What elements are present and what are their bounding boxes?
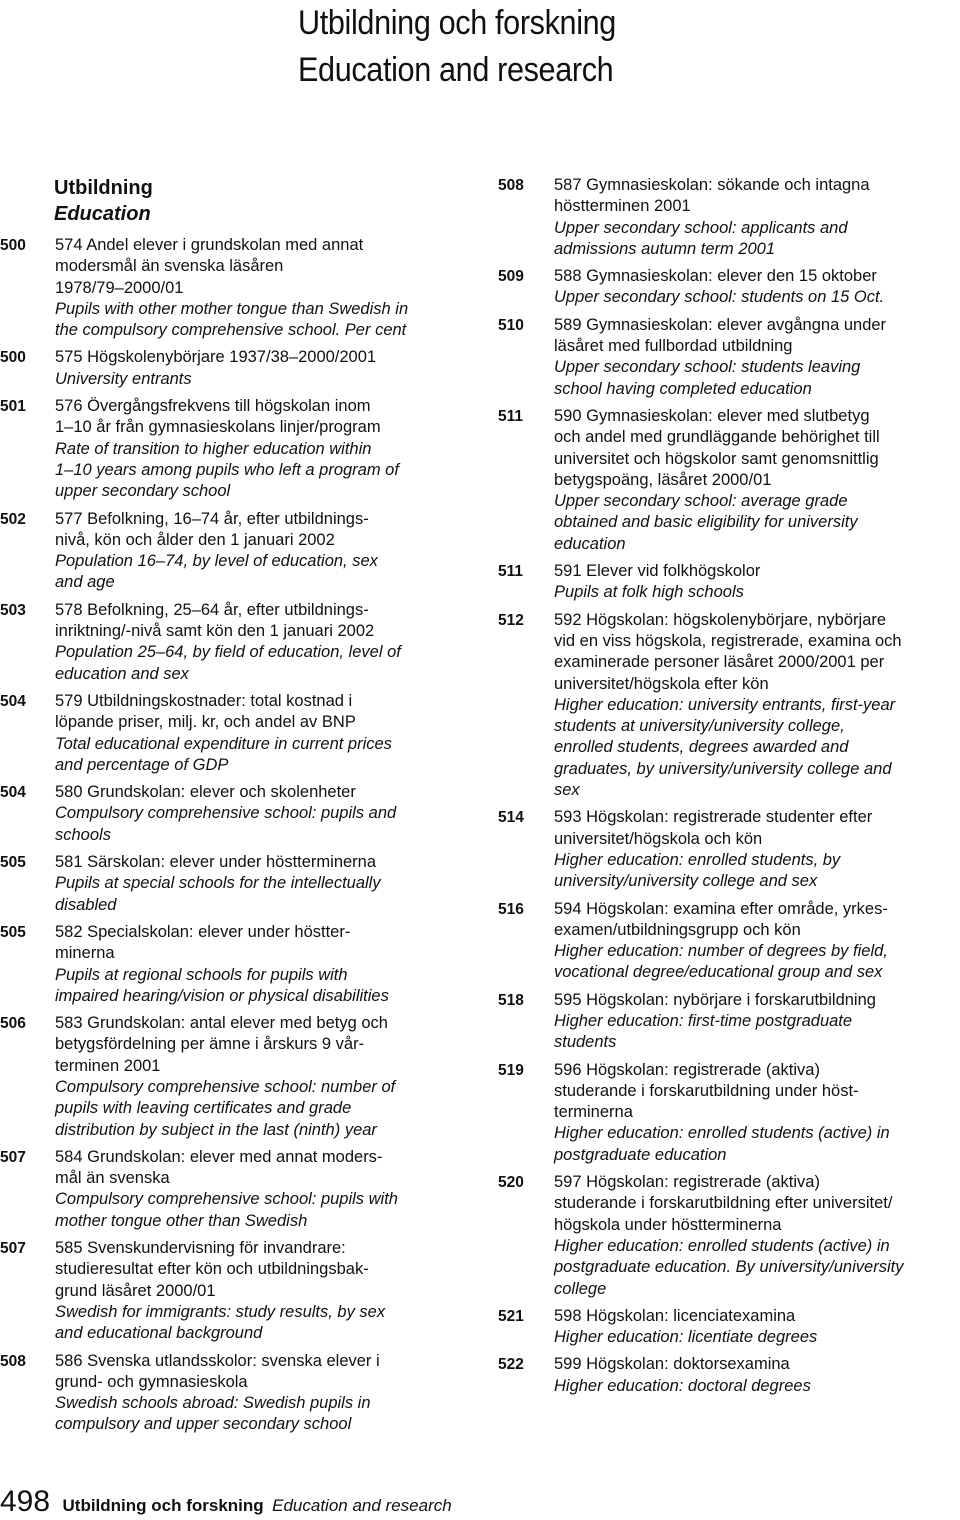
right-entry-list [498, 175, 960, 1397]
toc-entry [0, 509, 470, 594]
entry-title-en: Compulsory comprehensive school: pupils and schools [55, 804, 397, 844]
entry-title-en: Swedish for immigrants: study results, by sex and educational background [55, 1302, 386, 1343]
entry-title-sv: 579 Utbildningskostnader: total kostnad i löpande priser, milj. kr, och andel av BNP [55, 691, 356, 732]
entry-page-number: 522 [498, 1356, 524, 1374]
toc-entry [0, 347, 470, 390]
entry-page-number: 520 [498, 1174, 524, 1192]
entry-page-number: 505 [0, 923, 26, 941]
toc-entry [0, 1147, 470, 1232]
toc-entry [498, 175, 960, 260]
entry-title-en: Compulsory comprehensive school: pupils with mother tongue other than Swedish [55, 1190, 398, 1230]
entry-page-number: 505 [0, 854, 26, 872]
entry-title-sv: 586 Svenska utlandsskolor: svenska elever i grund- och gymnasieskola [55, 1351, 380, 1391]
entry-page-number: 507 [0, 1148, 26, 1166]
page-header [298, 0, 651, 94]
entry-title-en: Population 16–74, by level of education, sex and age [55, 552, 378, 592]
entry-title-en: Upper secondary school: applicants and admissions autumn term 2001 [554, 218, 848, 258]
entry-title-en: Total educational expenditure in current prices and percentage of GDP [55, 734, 392, 774]
entry-title-sv: 577 Befolkning, 16–74 år, efter utbildnings- nivå, kön och ålder den 1 januari 2002 [55, 509, 369, 549]
page-number: 498 [0, 1485, 51, 1518]
entry-title-en: Compulsory comprehensive school: number of pupils with leaving certificates and grade distribution by subject in the last (ninth) year [55, 1077, 396, 1139]
toc-entry [0, 852, 470, 916]
entry-title-en: Swedish schools abroad: Swedish pupils in compulsory and upper secondary school [55, 1394, 371, 1434]
entry-title-en: Pupils at special schools for the intellectually disabled [55, 874, 381, 914]
entry-page-number: 510 [498, 316, 524, 334]
entry-page-number: 512 [498, 611, 524, 629]
toc-entry [498, 610, 960, 802]
entry-page-number: 508 [0, 1352, 26, 1370]
toc-entry [498, 807, 960, 892]
entry-title-sv: 595 Högskolan: nybörjare i forskarutbildning [554, 990, 876, 1009]
entry-page-number: 500 [0, 237, 26, 254]
toc-entry [0, 782, 470, 846]
entry-page-number: 504 [0, 692, 26, 710]
entry-title-en: Upper secondary school: average grade obtained and basic eligibility for university education [554, 492, 858, 553]
entry-title-sv: 583 Grundskolan: antal elever med betyg och betygsfördelning per ämne i årskurs 9 vår- terminen 2001 [55, 1014, 388, 1075]
entry-title-sv: 576 Övergångsfrekvens till högskolan inom 1–10 år från gymnasieskolans linjer/program [55, 397, 381, 437]
toc-entry [498, 1354, 960, 1397]
entry-title-sv: 582 Specialskolan: elever under höstter- minerna [55, 922, 351, 963]
entry-title-sv: 596 Högskolan: registrerade (aktiva) studerande i forskarutbildning under höst- terminerna [554, 1060, 859, 1122]
entry-title-sv: 599 Högskolan: doktorsexamina [554, 1355, 790, 1374]
entry-title-en: Higher education: licentiate degrees [554, 1328, 818, 1347]
entry-page-number: 509 [498, 268, 524, 286]
toc-entry [498, 266, 960, 309]
entry-title-sv: 587 Gymnasieskolan: sökande och intagna höstterminen 2001 [554, 176, 870, 216]
entry-title-sv: 574 Andel elever i grundskolan med annat modersmål än svenska läsåren 1978/79–2000/01 [55, 236, 364, 297]
toc-entry [498, 1172, 960, 1300]
toc-entry [498, 315, 960, 400]
header-title-en: Education and research [298, 51, 614, 89]
entry-page-number: 508 [498, 177, 524, 194]
toc-entry [0, 1013, 470, 1141]
entry-title-sv: 585 Svenskundervisning för invandrare: studieresultat efter kön och utbildningsbak- grund läsåret 2000/01 [55, 1239, 369, 1300]
entry-title-en: Rate of transition to higher education within 1–10 years among pupils who left a program of upper secondary school [55, 439, 399, 501]
entry-title-sv: 598 Högskolan: licenciatexamina [554, 1306, 796, 1325]
entry-title-en: Upper secondary school: students leaving school having completed education [554, 358, 861, 398]
toc-entry [0, 235, 470, 341]
entry-title-sv: 578 Befolkning, 25–64 år, efter utbildnings- inriktning/-nivå samt kön den 1 januari 2002 [55, 600, 375, 641]
toc-entry [0, 922, 470, 1007]
entry-page-number: 507 [0, 1240, 26, 1258]
left-entry-list [0, 175, 470, 1436]
entry-title-sv: 589 Gymnasieskolan: elever avgångna under läsåret med fullbordad utbildning [554, 315, 887, 356]
toc-entry [498, 561, 960, 604]
toc-entry [0, 396, 470, 502]
entry-page-number: 521 [498, 1307, 524, 1325]
entry-title-en: Higher education: number of degrees by field, vocational degree/educational group and sex [554, 942, 888, 982]
footer-title-sv: Utbildning och forskning [62, 1496, 264, 1515]
entry-title-en: Pupils at folk high schools [554, 583, 744, 602]
entry-page-number: 502 [0, 510, 26, 528]
entry-page-number: 500 [0, 349, 26, 367]
entry-title-sv: 591 Elever vid folkhögskolor [554, 562, 761, 581]
entry-page-number: 511 [498, 407, 524, 425]
entry-title-en: Higher education: enrolled students (active) in postgraduate education. By university/university college [554, 1236, 904, 1298]
entry-title-sv: 584 Grundskolan: elever med annat moders- mål än svenska [55, 1147, 383, 1188]
toc-entry [498, 990, 960, 1054]
header-title-sv: Utbildning och forskning [298, 4, 616, 42]
entry-title-en: Population 25–64, by field of education, level of education and sex [55, 643, 401, 683]
entry-page-number: 514 [498, 809, 524, 827]
entry-title-en: Higher education: enrolled students (active) in postgraduate education [554, 1124, 890, 1164]
toc-entry [498, 899, 960, 984]
entry-title-sv: 581 Särskolan: elever under höstterminerna [55, 853, 377, 872]
section-title-sv: Utbildning [54, 177, 153, 199]
entry-title-en: Upper secondary school: students on 15 Oct. [554, 288, 885, 307]
entry-title-sv: 590 Gymnasieskolan: elever med slutbetyg och andel med grundläggande behörighet till universitet och högskolor samt genomsnittlig betygspoäng, läsåret 2000/01 [554, 406, 880, 489]
toc-entry [498, 1060, 960, 1166]
entry-page-number: 518 [498, 991, 524, 1009]
entry-title-sv: 597 Högskolan: registrerade (aktiva) studerande i forskarutbildning efter universitet/ högskola under höstterminerna [554, 1173, 893, 1234]
left-column [0, 175, 470, 1442]
entry-title-sv: 588 Gymnasieskolan: elever den 15 oktober [554, 267, 877, 286]
entry-title-en: Higher education: first-time postgraduate students [554, 1011, 853, 1052]
entry-page-number: 511 [498, 563, 524, 581]
entry-page-number: 504 [0, 784, 26, 802]
entry-page-number: 506 [0, 1015, 26, 1033]
toc-entry [0, 1351, 470, 1436]
entry-title-sv: 580 Grundskolan: elever och skolenheter [55, 783, 356, 802]
entry-page-number: 501 [0, 398, 26, 416]
footer-title-en: Education and research [272, 1496, 452, 1515]
entry-title-en: Higher education: university entrants, first-year students at university/university college, enrolled students, degrees awarded and graduates, by university/university college and sex [554, 695, 896, 800]
entry-title-en: Higher education: doctoral degrees [554, 1376, 811, 1395]
toc-entry [0, 1238, 470, 1344]
entry-title-en: Pupils at regional schools for pupils with impaired hearing/vision or physical disabilities [55, 965, 389, 1005]
entry-page-number: 503 [0, 601, 26, 619]
entry-title-sv: 594 Högskolan: examina efter område, yrkes- examen/utbildningsgrupp och kön [554, 899, 888, 939]
entry-title-sv: 593 Högskolan: registrerade studenter efter universitet/högskola och kön [554, 808, 873, 848]
entry-title-sv: 575 Högskolenybörjare 1937/38–2000/2001 [55, 348, 377, 367]
entry-title-en: University entrants [55, 369, 192, 388]
toc-entry [0, 600, 470, 685]
entry-title-sv: 592 Högskolan: högskolenybörjare, nybörjare vid en viss högskola, registrerade, examina och examinerade personer läsåret 2000/2001 per universitet/högskola efter kön [554, 610, 902, 693]
entry-page-number: 516 [498, 900, 524, 918]
section-title-en: Education [54, 203, 151, 225]
right-column [498, 175, 960, 1403]
entry-page-number: 519 [498, 1061, 524, 1079]
entry-title-en: Higher education: enrolled students, by university/university college and sex [554, 850, 841, 891]
toc-entry [498, 1306, 960, 1349]
entry-title-en: Pupils with other mother tongue than Swedish in the compulsory comprehensive school. Per cent [55, 299, 409, 340]
toc-entry [0, 691, 470, 776]
toc-entry [498, 406, 960, 555]
